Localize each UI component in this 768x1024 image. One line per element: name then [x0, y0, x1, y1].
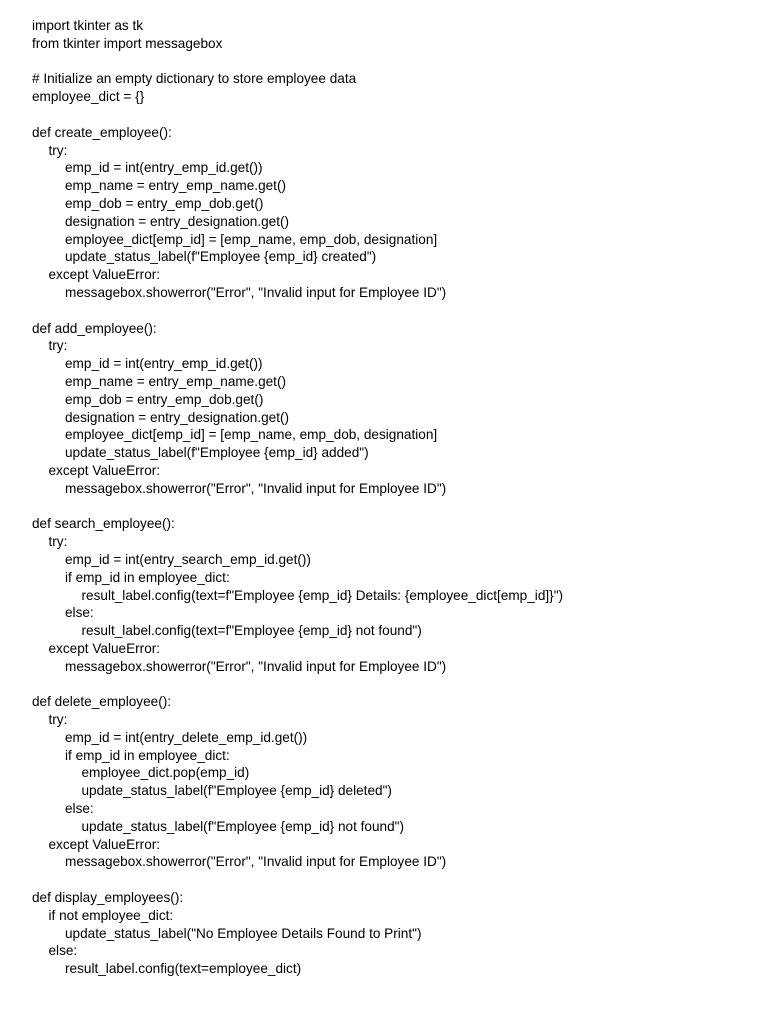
- code-line: if emp_id in employee_dict:: [65, 747, 230, 763]
- code-line: result_label.config(text=f"Employee {emp_id} Details: {employee_dict[emp_id]}"): [81, 587, 564, 603]
- code-line: except ValueError:: [48, 836, 161, 852]
- blank-line: [32, 106, 752, 124]
- code-line: from tkinter import messagebox: [32, 35, 223, 51]
- code-listing: [32, 17, 752, 978]
- blank-line: [32, 53, 752, 71]
- code-line: if not employee_dict:: [48, 907, 174, 923]
- code-line: except ValueError:: [48, 640, 161, 656]
- code-line: try:: [48, 142, 68, 158]
- code-line: # Initialize an empty dictionary to store employee data: [32, 71, 357, 87]
- blank-line: [32, 302, 752, 320]
- code-line: emp_id = int(entry_search_emp_id.get()): [65, 551, 311, 567]
- code-line: def display_employees():: [32, 890, 184, 906]
- code-line: messagebox.showerror("Error", "Invalid input for Employee ID"): [65, 658, 447, 674]
- code-line: try:: [48, 712, 68, 728]
- code-line: def search_employee():: [32, 516, 175, 532]
- code-line: employee_dict.pop(emp_id): [81, 765, 250, 781]
- code-line: emp_id = int(entry_delete_emp_id.get()): [65, 729, 308, 745]
- code-line: messagebox.showerror("Error", "Invalid input for Employee ID"): [65, 480, 447, 496]
- code-line: update_status_label("No Employee Details Found to Print"): [65, 925, 422, 941]
- code-line: emp_name = entry_emp_name.get(): [65, 373, 287, 389]
- blank-line: [32, 498, 752, 516]
- code-line: result_label.config(text=f"Employee {emp_id} not found"): [81, 623, 422, 639]
- code-line: employee_dict[emp_id] = [emp_name, emp_dob, designation]: [65, 231, 438, 247]
- code-line: update_status_label(f"Employee {emp_id} created"): [65, 249, 377, 265]
- code-line: emp_id = int(entry_emp_id.get()): [65, 356, 263, 372]
- code-line: designation = entry_designation.get(): [65, 213, 290, 229]
- code-line: try:: [48, 534, 68, 550]
- code-line: except ValueError:: [48, 462, 161, 478]
- code-line: import tkinter as tk: [32, 18, 144, 33]
- code-line: emp_id = int(entry_emp_id.get()): [65, 160, 263, 176]
- code-line: if emp_id in employee_dict:: [65, 569, 230, 585]
- code-line: emp_dob = entry_emp_dob.get(): [65, 391, 264, 407]
- code-line: employee_dict[emp_id] = [emp_name, emp_dob, designation]: [65, 427, 438, 443]
- code-line: designation = entry_designation.get(): [65, 409, 290, 425]
- code-line: update_status_label(f"Employee {emp_id} added"): [65, 445, 369, 461]
- code-line: emp_name = entry_emp_name.get(): [65, 178, 287, 194]
- code-line: messagebox.showerror("Error", "Invalid input for Employee ID"): [65, 854, 447, 870]
- code-line: def delete_employee():: [32, 694, 172, 710]
- code-line: else:: [65, 801, 94, 817]
- blank-line: [32, 871, 752, 889]
- code-line: emp_dob = entry_emp_dob.get(): [65, 195, 264, 211]
- blank-line: [32, 675, 752, 693]
- code-line: result_label.config(text=employee_dict): [65, 961, 302, 977]
- code-line: update_status_label(f"Employee {emp_id} deleted"): [81, 783, 392, 799]
- code-line: try:: [48, 338, 68, 354]
- code-line: def add_employee():: [32, 320, 157, 336]
- code-line: else:: [48, 943, 78, 959]
- code-line: def create_employee():: [32, 124, 172, 140]
- code-line: else:: [65, 605, 94, 621]
- code-line: employee_dict = {}: [32, 89, 145, 105]
- code-line: except ValueError:: [48, 267, 161, 283]
- code-line: messagebox.showerror("Error", "Invalid input for Employee ID"): [65, 284, 447, 300]
- code-line: update_status_label(f"Employee {emp_id} not found"): [81, 818, 405, 834]
